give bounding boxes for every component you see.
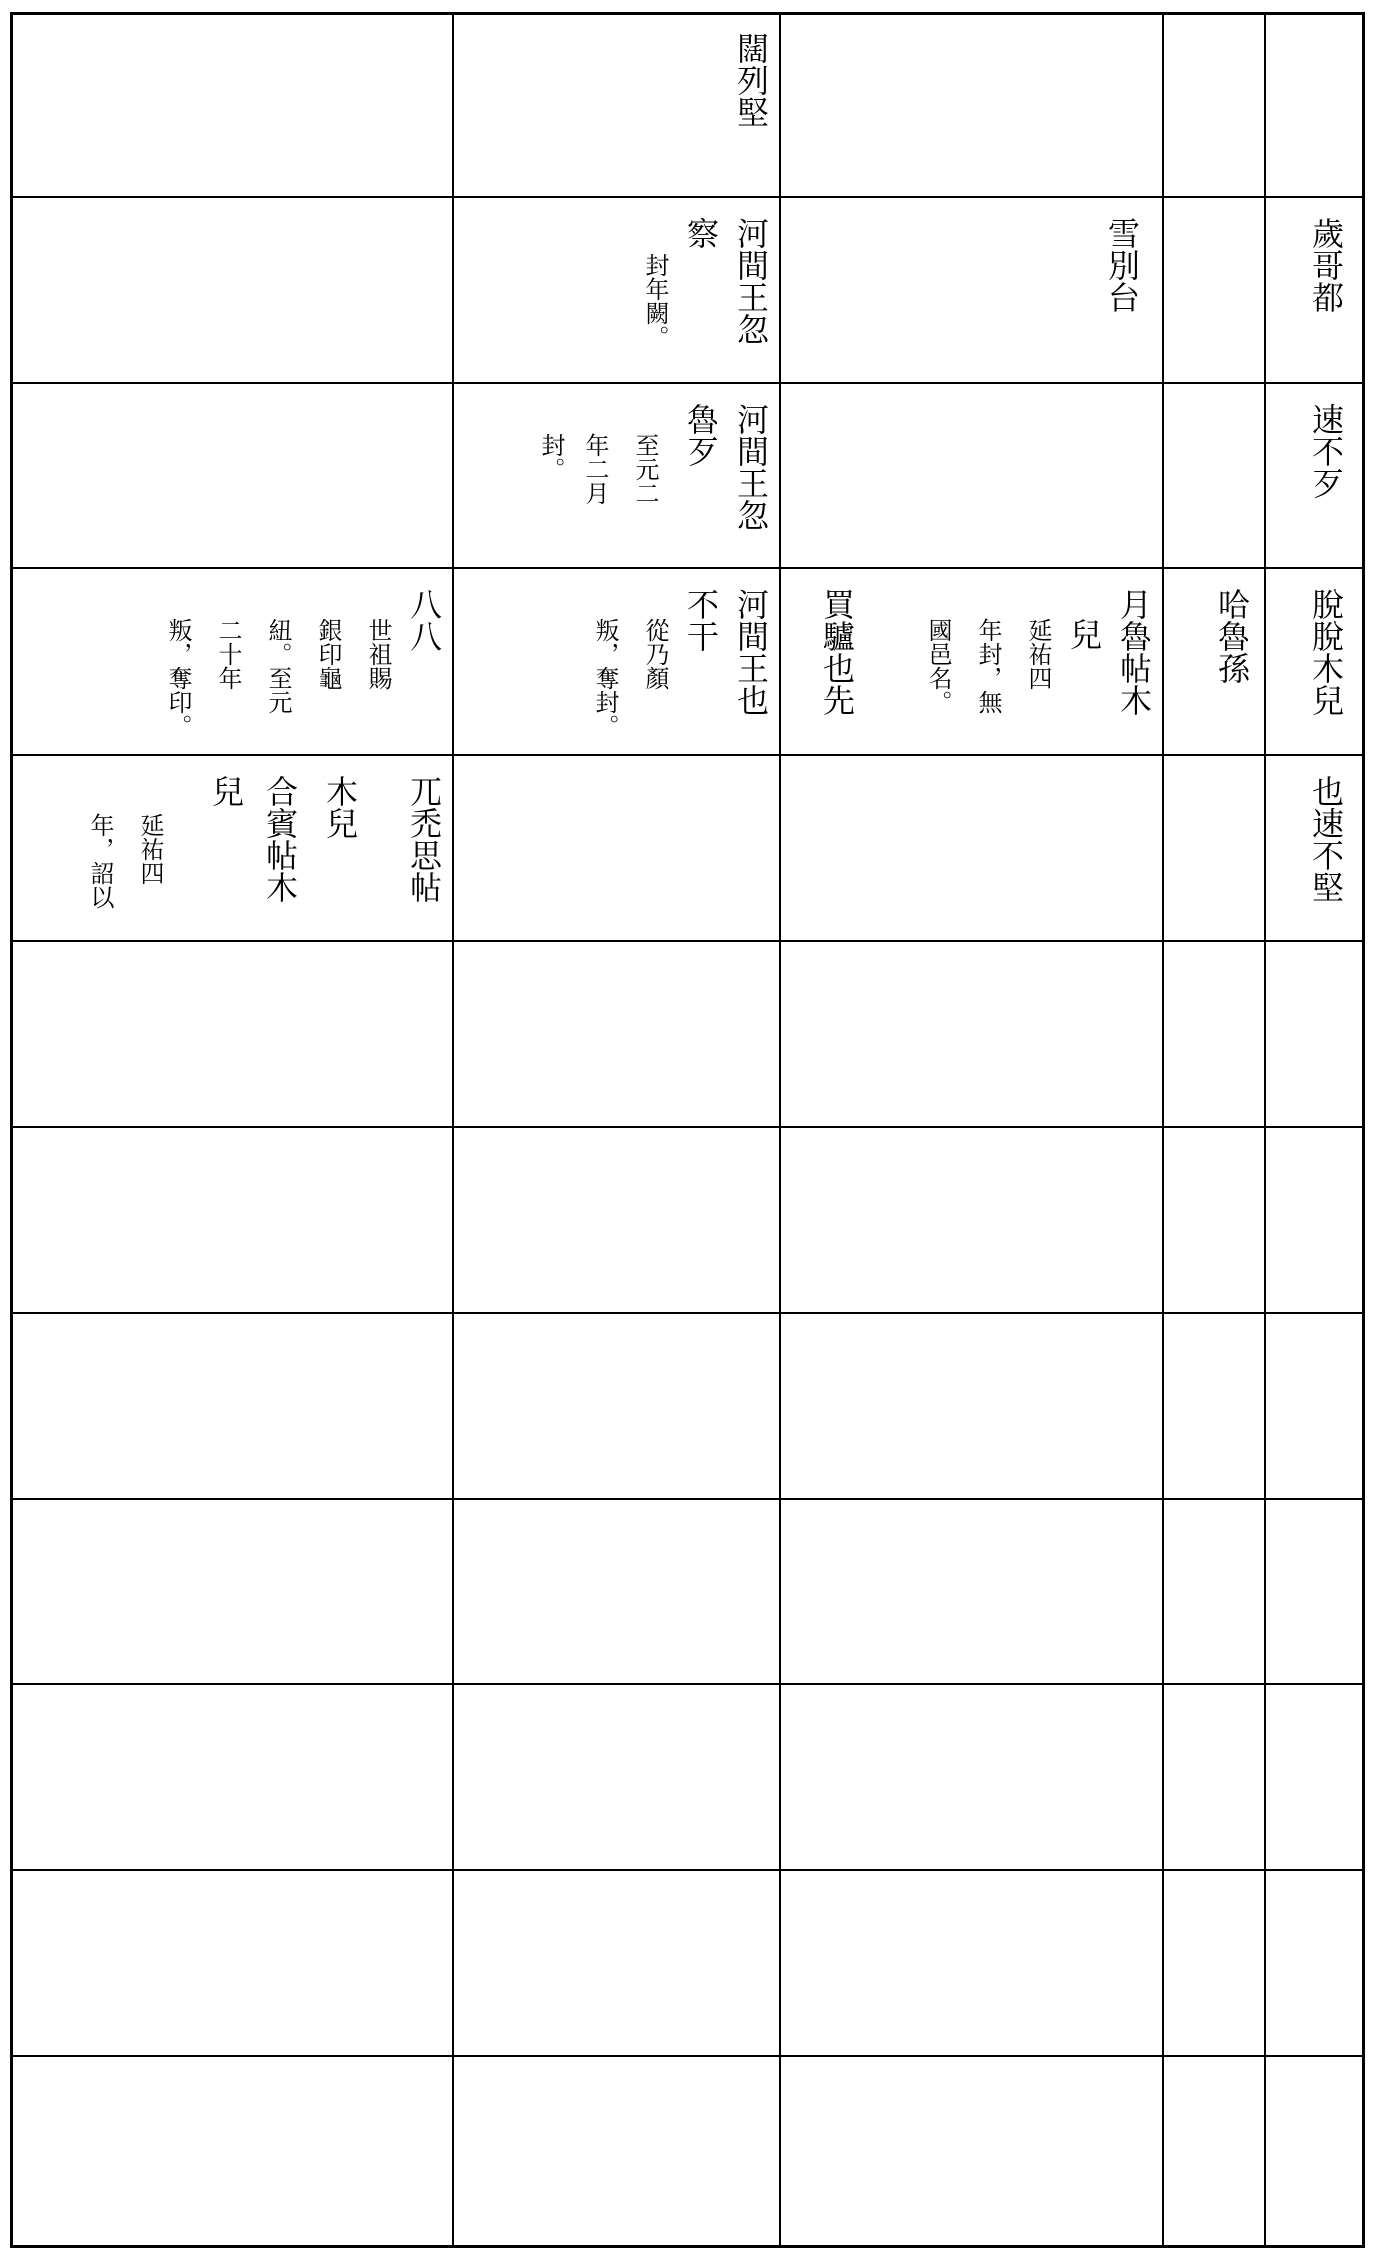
vertical-annotation-column: 叛，奪印。 <box>164 618 192 738</box>
row-divider <box>10 1498 1365 1500</box>
vertical-annotation-column: 國邑名。 <box>924 618 952 714</box>
vertical-text-column: 八八 <box>405 588 443 652</box>
vertical-text-column: 脫脫木兒 <box>1307 588 1345 716</box>
vertical-text-column: 月魯帖木 <box>1115 588 1153 716</box>
vertical-annotation-column: 封年闕。 <box>641 253 669 349</box>
table-cell <box>780 383 1163 568</box>
vertical-text-column: 速不歹 <box>1307 403 1345 499</box>
table-cell <box>1163 12 1265 197</box>
table-cell <box>1163 755 1265 941</box>
vertical-annotation-column: 銀印龜 <box>314 618 342 690</box>
vertical-text-column: 闊列堅 <box>732 32 770 128</box>
table-cell <box>1163 383 1265 568</box>
vertical-text-column: 河間王忽 <box>732 403 770 531</box>
table-cell <box>1265 12 1365 197</box>
vertical-text-column: 河間王也 <box>732 588 770 716</box>
vertical-text-column: 魯歹 <box>682 403 720 467</box>
row-divider <box>10 1312 1365 1314</box>
row-divider <box>10 1869 1365 1871</box>
vertical-text-column: 兒 <box>1065 618 1103 650</box>
vertical-text-column: 木兒 <box>321 775 359 839</box>
table-cell <box>780 197 1163 383</box>
vertical-text-column: 歲哥都 <box>1307 217 1345 313</box>
vertical-annotation-column: 至元二 <box>631 433 659 505</box>
table-cell <box>10 755 453 941</box>
vertical-annotation-column: 延祐四 <box>1024 618 1052 690</box>
vertical-annotation-column: 年二月 <box>581 433 609 505</box>
vertical-text-column: 哈魯孫 <box>1213 588 1251 684</box>
table-cell <box>453 12 780 197</box>
table-cell <box>453 755 780 941</box>
vertical-text-column: 兀禿思帖 <box>405 775 443 903</box>
vertical-text-column: 不干 <box>682 588 720 652</box>
vertical-text-column: 兒 <box>207 775 245 807</box>
vertical-annotation-column: 二十年 <box>214 618 242 690</box>
row-divider <box>10 1126 1365 1128</box>
vertical-text-column: 雪別台 <box>1103 217 1141 313</box>
table-cell <box>10 12 453 197</box>
table-cell <box>453 383 780 568</box>
vertical-text-column: 買驢也先 <box>818 588 856 716</box>
vertical-annotation-column: 世祖賜 <box>364 618 392 690</box>
table-cell <box>453 568 780 755</box>
table-cell <box>453 197 780 383</box>
vertical-text-column: 合賓帖木 <box>261 775 299 903</box>
vertical-text-column: 也速不堅 <box>1307 775 1345 903</box>
table-cell <box>10 197 453 383</box>
vertical-annotation-column: 封。 <box>537 433 565 481</box>
vertical-annotation-column: 延祐四 <box>136 813 164 885</box>
vertical-annotation-column: 紐。至元 <box>264 618 292 714</box>
table-cell <box>10 383 453 568</box>
table-cell <box>1265 755 1365 941</box>
table-cell <box>1265 383 1365 568</box>
table-cell <box>780 755 1163 941</box>
table-cell <box>780 568 1163 755</box>
vertical-annotation-column: 從乃顏 <box>641 618 669 690</box>
vertical-annotation-column: 年，詔以 <box>86 813 114 909</box>
table-cell <box>1265 197 1365 383</box>
vertical-annotation-column: 叛，奪封。 <box>591 618 619 738</box>
row-divider <box>10 1683 1365 1685</box>
vertical-text-column: 河間王忽 <box>732 217 770 345</box>
table-cell <box>1265 568 1365 755</box>
table-cell <box>10 568 453 755</box>
row-divider <box>10 2055 1365 2057</box>
table-cell <box>1163 568 1265 755</box>
table-cell <box>780 12 1163 197</box>
vertical-annotation-column: 年封，無 <box>974 618 1002 714</box>
table-cell <box>1163 197 1265 383</box>
vertical-text-column: 察 <box>682 217 720 249</box>
